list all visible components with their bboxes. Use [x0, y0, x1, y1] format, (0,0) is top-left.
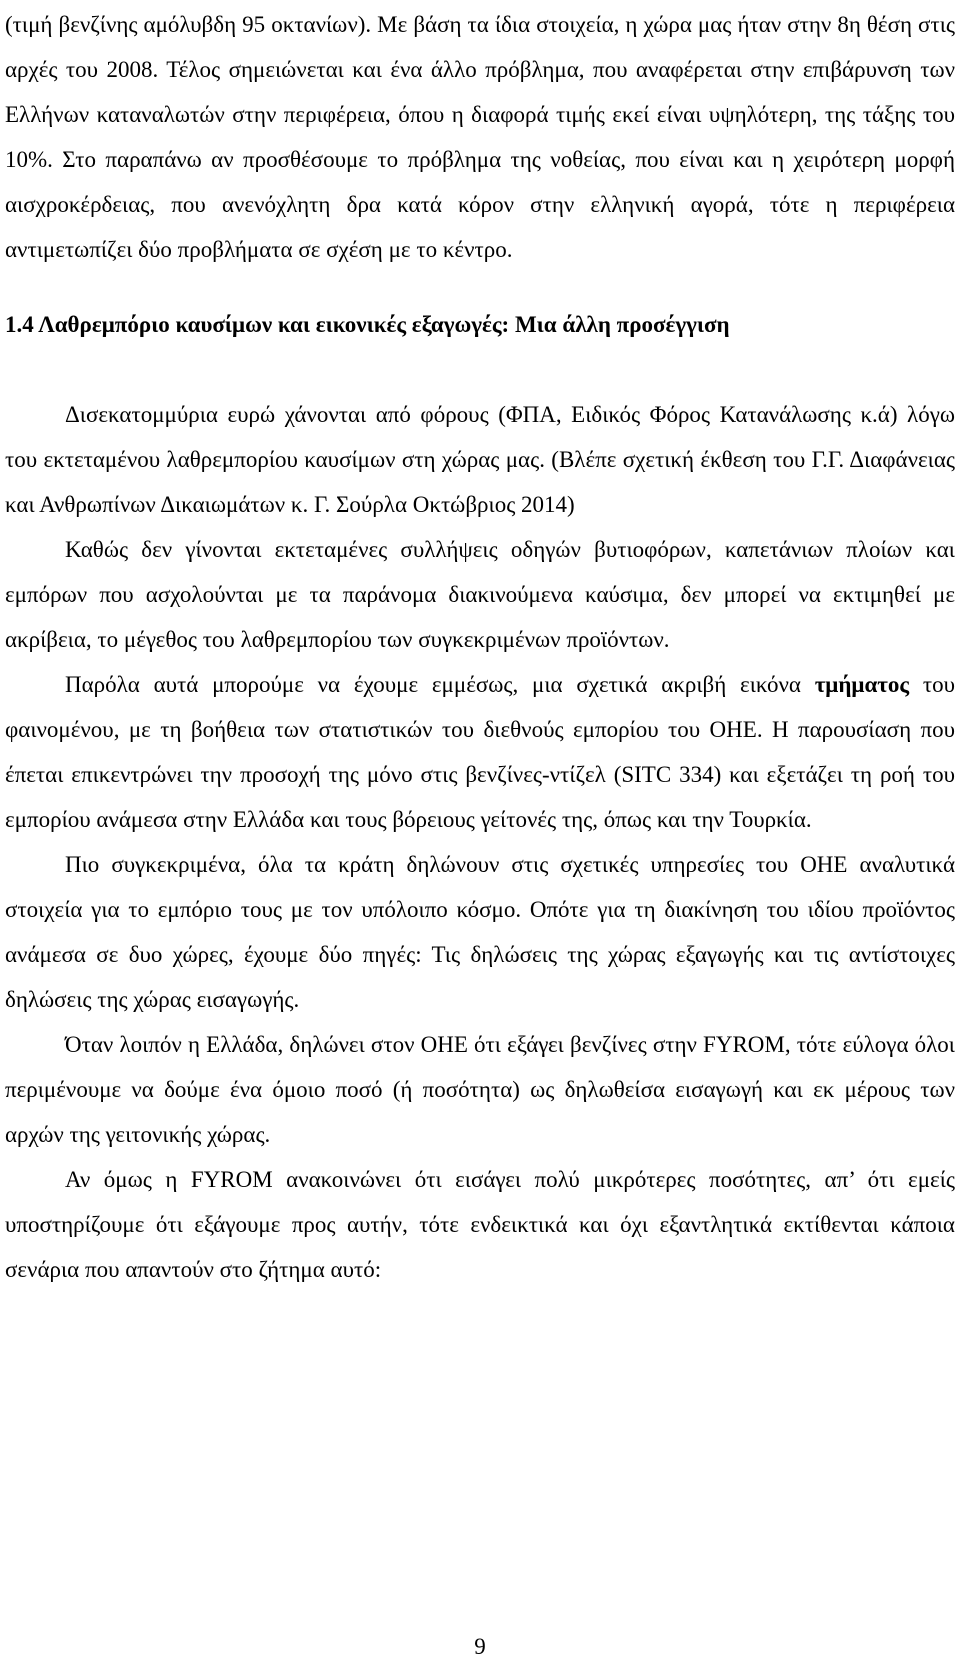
- paragraph-3-bold-term: τμήματος: [814, 672, 910, 697]
- paragraph-6: Αν όμως η FYROM ανακοινώνει ότι εισάγει πολύ μικρότερες ποσότητες, απ’ ότι εμείς υποστηρίζουμε ότι εξάγουμε προς αυτήν, τότε ενδεικτικά και όχι εξαντλητικά εκτίθενται κάποια σενάρια που απαντούν στο ζήτημα αυτό:: [5, 1167, 955, 1282]
- paragraph-3-part-2: του φαινομένου, με τη βοήθεια των στατιστικών του διεθνούς εμπορίου του ΟΗΕ. Η παρουσίαση που έπεται επικεντρώνει την προσοχή της μόνο στις βενζίνες-ντίζελ (SITC 334) και εξετάζει τη ροή του εμπορίου ανάμεσα στην Ελλάδα και τους βόρειους γείτονές της, όπως και την Τουρκία.: [5, 672, 955, 832]
- document-body: [5, 2, 955, 1292]
- paragraph-5: Όταν λοιπόν η Ελλάδα, δηλώνει στον ΟΗΕ ότι εξάγει βενζίνες στην FYROM, τότε εύλογα όλοι περιμένουμε να δούμε ένα όμοιο ποσό (ή ποσότητα) ως δηλωθείσα εισαγωγή και εκ μέρους των αρχών της γειτονικής χώρας.: [5, 1032, 955, 1147]
- paragraph-3: [5, 662, 955, 842]
- page-number: 9: [474, 1634, 486, 1659]
- paragraph-2: Καθώς δεν γίνονται εκτεταμένες συλλήψεις οδηγών βυτιοφόρων, καπετάνιων πλοίων και εμπόρων που ασχολούνται με τα παράνομα διακινούμενα καύσιμα, δεν μπορεί να εκτιμηθεί με ακρίβεια, το μέγεθος του λαθρεμπορίου των συγκεκριμένων προϊόντων.: [5, 537, 955, 652]
- section-heading: 1.4 Λαθρεμπόριο καυσίμων και εικονικές εξαγωγές: Μια άλλη προσέγγιση: [5, 312, 730, 337]
- paragraph-continued: (τιμή βενζίνης αμόλυβδη 95 οκτανίων). Με βάση τα ίδια στοιχεία, η χώρα μας ήταν στην 8η θέση στις αρχές του 2008. Τέλος σημειώνεται και ένα άλλο πρόβλημα, που αναφέρεται στην επιβάρυνση των Ελλήνων καταναλωτών στην περιφέρεια, όπου η διαφορά τιμής εκεί είναι υψηλότερη, της τάξης του 10%. Στο παραπάνω αν προσθέσουμε το πρόβλημα της νοθείας, που είναι και η χειρότερη μορφή αισχροκέρδειας, που ανενόχλητη δρα κατά κόρον στην ελληνική αγορά, τότε η περιφέρεια αντιμετωπίζει δύο προβλήματα σε σχέση με το κέντρο.: [5, 12, 955, 262]
- paragraph-3-part-1: Παρόλα αυτά μπορούμε να έχουμε εμμέσως, μια σχετικά ακριβή εικόνα: [65, 672, 815, 697]
- paragraph-4: Πιο συγκεκριμένα, όλα τα κράτη δηλώνουν στις σχετικές υπηρεσίες του ΟΗΕ αναλυτικά στοιχεία για το εμπόριο τους με τον υπόλοιπο κόσμο. Οπότε για τη διακίνηση του ιδίου προϊόντος ανάμεσα σε δυο χώρες, έχουμε δύο πηγές: Τις δηλώσεις της χώρας εξαγωγής και τις αντίστοιχες δηλώσεις της χώρας εισαγωγής.: [5, 852, 955, 1012]
- paragraph-1: Δισεκατομμύρια ευρώ χάνονται από φόρους (ΦΠΑ, Ειδικός Φόρος Κατανάλωσης κ.ά) λόγω του εκτεταμένου λαθρεμπορίου καυσίμων στη χώρας μας. (Βλέπε σχετική έκθεση του Γ.Γ. Διαφάνειας και Ανθρωπίνων Δικαιωμάτων κ. Γ. Σούρλα Οκτώβριος 2014): [5, 402, 955, 517]
